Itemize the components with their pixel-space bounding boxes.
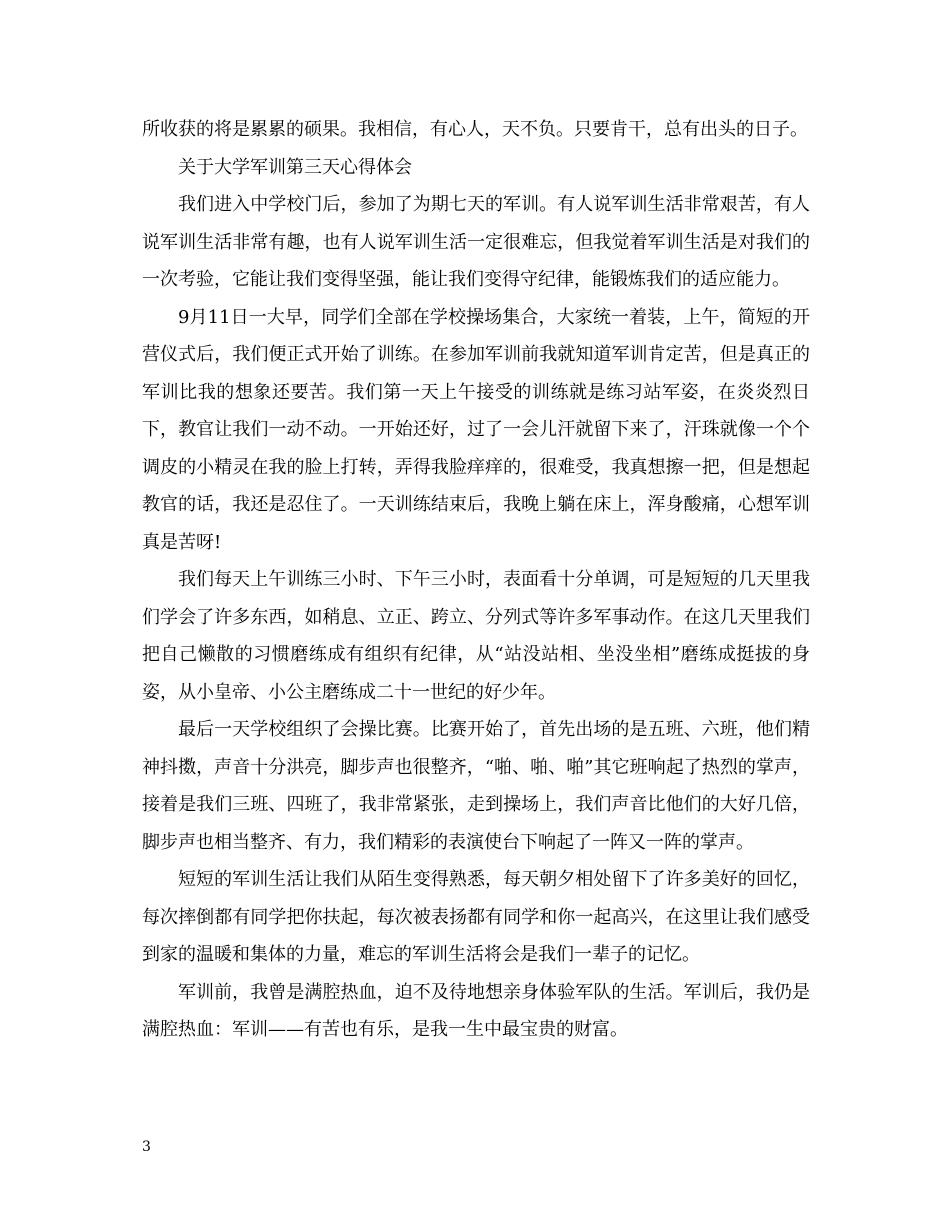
section-heading: 关于大学军训第三天心得体会 xyxy=(178,156,412,178)
paragraph: 最后一天学校组织了会操比赛。比赛开始了，首先出场的是五班、六班，他们精神抖擞，声音十分洪亮，脚步声也很整齐，“啪、啪、啪”其它班响起了热烈的掌声，接着是我们三班、四班了，我非常紧张，走到操场上，我们声音比他们的大好几倍，脚步声也相当整齐、有力，我们精彩的表演使台下响起了一阵又一阵的掌声。 xyxy=(142,719,810,853)
page-number: 3 xyxy=(142,1139,151,1155)
paragraph: 我们进入中学校门后，参加了为期七天的军训。有人说军训生活非常艰苦，有人说军训生活非常有趣，也有人说军训生活一定很难忘，但我觉着军训生活是对我们的一次考验，它能让我们变得坚强，能让我们变得守纪律，能锻炼我们的适应能力。 xyxy=(142,194,810,290)
paragraph-continuation: 所收获的将是累累的硕果。我相信，有心人，天不负。只要肯干，总有出头的日子。 xyxy=(142,119,808,140)
paragraph: 军训前，我曾是满腔热血，迫不及待地想亲身体验军队的生活。军训后，我仍是满腔热血：军训——有苦也有乐，是我一生中最宝贵的财富。 xyxy=(142,981,810,1040)
paragraph: 9月11日一大早，同学们全部在学校操场集合，大家统一着装，上午，简短的开营仪式后，我们便正式开始了训练。在参加军训前我就知道军训肯定苦，但是真正的军训比我的想象还要苦。我们第一天上午接受的训练就是练习站军姿，在炎炎烈日下，教官让我们一动不动。一开始还好，过了一会儿汗就留下来了，汗珠就像一个个调皮的小精灵在我的脸上打转，弄得我脸痒痒的，很难受，我真想擦一把，但是想起教官的话，我还是忍住了。一天训练结束后，我晚上躺在床上，浑身酸痛，心想军训真是苦呀! xyxy=(142,306,810,553)
paragraph: 我们每天上午训练三小时、下午三小时，表面看十分单调，可是短短的几天里我们学会了许多东西，如稍息、立正、跨立、分列式等许多军事动作。在这几天里我们把自己懒散的习惯磨练成有组织有纪律，从“站没站相、坐没坐相”磨练成挺拔的身姿，从小皇帝、小公主磨练成二十一世纪的好少年。 xyxy=(142,569,810,703)
paragraph: 短短的军训生活让我们从陌生变得熟悉，每天朝夕相处留下了许多美好的回忆，每次摔倒都有同学把你扶起，每次被表扬都有同学和你一起高兴，在这里让我们感受到家的温暖和集体的力量，难忘的军训生活将会是我们一辈子的记忆。 xyxy=(142,869,810,965)
body-text xyxy=(142,111,810,1049)
